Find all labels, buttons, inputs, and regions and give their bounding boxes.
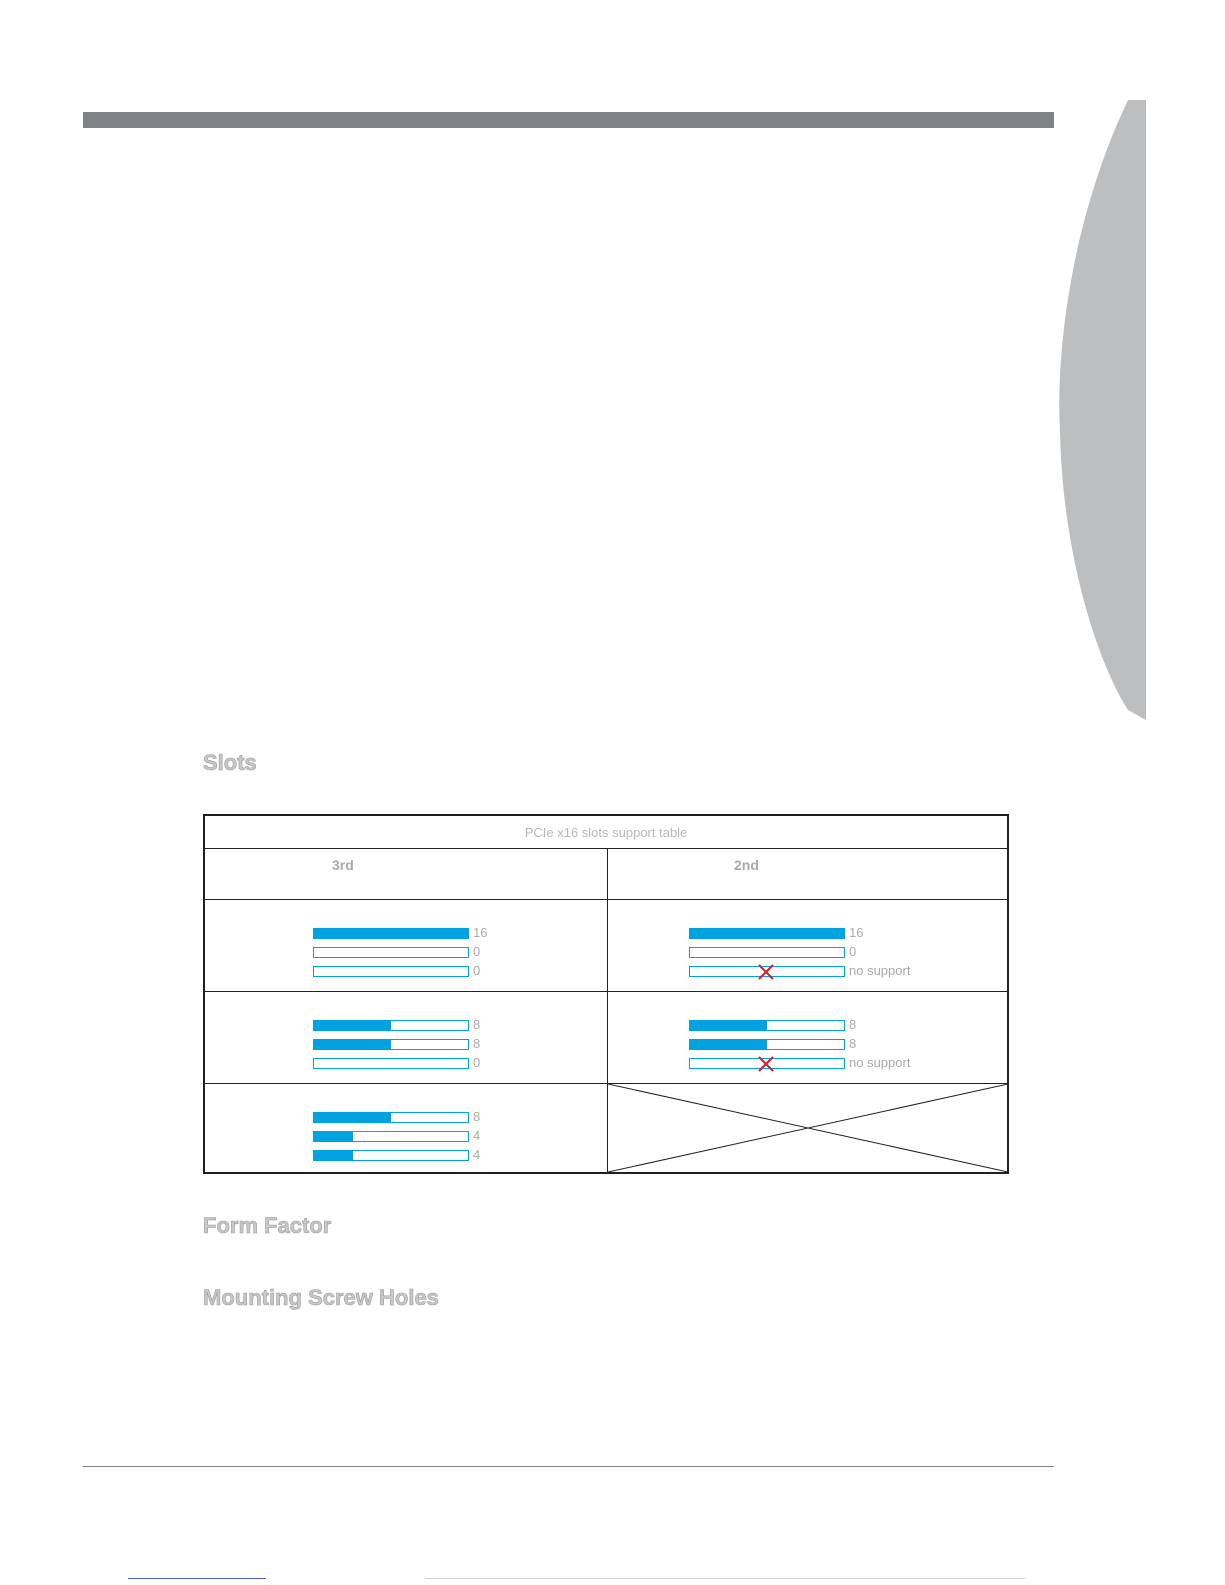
lane-bar [689, 1039, 845, 1050]
slots-heading: Slots [203, 750, 257, 775]
lane-value: 0 [473, 944, 481, 959]
lane-fill [690, 1040, 767, 1049]
lane-value: 8 [473, 1036, 481, 1051]
bottom-rule [425, 1578, 1025, 1579]
lane-fill [314, 1021, 391, 1030]
lane-value: 16 [849, 925, 864, 940]
lane-fill [314, 1151, 353, 1160]
lane-value: 0 [849, 944, 857, 959]
footer-rule [83, 1466, 1054, 1467]
left-row-1 [205, 900, 607, 992]
lane-bar [313, 1131, 469, 1142]
lane-value: no support [849, 963, 911, 978]
column-header-2nd [607, 849, 1007, 900]
lane-bar [313, 1058, 469, 1069]
lane-value: 16 [473, 925, 488, 940]
lane-bar [313, 928, 469, 939]
right-row-1 [607, 900, 1007, 992]
right-row-2 [607, 992, 1007, 1084]
lane-bar [313, 1020, 469, 1031]
lane-bar [689, 928, 845, 939]
lane-value: 0 [473, 1055, 481, 1070]
lane-bar [689, 947, 845, 958]
unsupported-x-icon [757, 963, 775, 981]
lane-bar [689, 1020, 845, 1031]
lane-fill [690, 929, 844, 938]
lane-value: 8 [473, 1017, 481, 1032]
lane-bar [313, 1112, 469, 1123]
column-header-label: 3rd [332, 857, 354, 873]
mounting-screw-holes-heading: Mounting Screw Holes [203, 1285, 439, 1310]
form-factor-heading: Form Factor [203, 1213, 332, 1238]
lane-value: 4 [473, 1147, 481, 1162]
lane-bar [313, 947, 469, 958]
lane-fill [314, 1132, 353, 1141]
lane-value: 4 [473, 1128, 481, 1143]
lane-value: 8 [849, 1036, 857, 1051]
column-header-label: 2nd [734, 857, 759, 873]
bottom-link-underline [128, 1578, 266, 1579]
chapter-tab [1056, 100, 1146, 720]
lane-value: 8 [473, 1109, 481, 1124]
right-row-3-not-applicable [607, 1084, 1007, 1172]
left-row-2 [205, 992, 607, 1084]
lane-bar [313, 1150, 469, 1161]
lane-value: 8 [849, 1017, 857, 1032]
not-applicable-cross [608, 1084, 1008, 1172]
lane-fill [314, 929, 468, 938]
table-title: PCIe x16 slots support table [205, 816, 1007, 849]
lane-bar [313, 1039, 469, 1050]
column-header-3rd [205, 849, 607, 900]
lane-value: 0 [473, 963, 481, 978]
pcie-support-table [203, 814, 1009, 1174]
header-bar [83, 112, 1054, 128]
lane-bar [313, 966, 469, 977]
unsupported-x-icon [757, 1055, 775, 1073]
lane-fill [690, 1021, 767, 1030]
lane-fill [314, 1113, 391, 1122]
left-row-3 [205, 1084, 607, 1172]
lane-value: no support [849, 1055, 911, 1070]
lane-fill [314, 1040, 391, 1049]
